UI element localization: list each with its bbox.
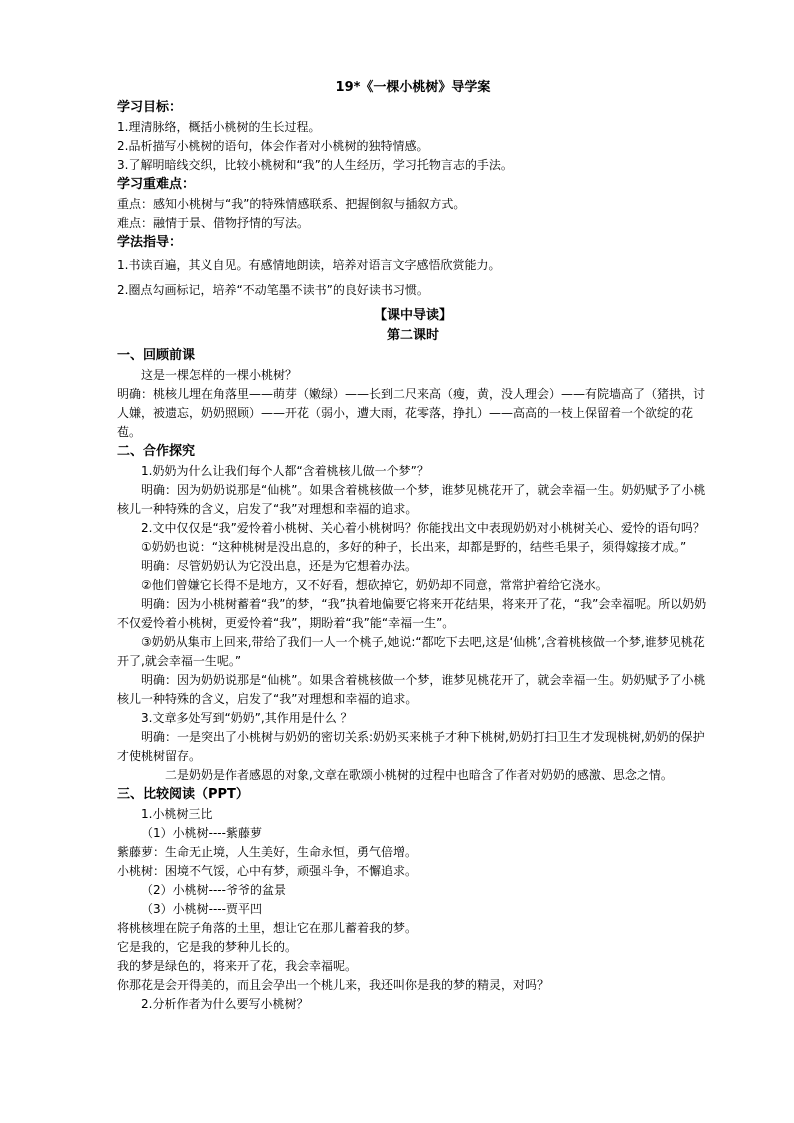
class-guide-heading: 【课中导读】 <box>373 308 452 323</box>
compare-paragraph: 我的梦是绿色的，将来开了花，我会幸福呢。 <box>117 959 358 973</box>
doc-title: 19*《一棵小桃树》导学案 <box>335 80 491 95</box>
key-points-heading: 学习重难点： <box>117 177 196 192</box>
goal-item: 2.品析描写小桃树的语句，体会作者对小桃树的独特情感。 <box>117 139 429 153</box>
inquiry-paragraph: 明确：因为奶奶说那是“仙桃”。如果含着桃核做一个梦，谁梦见桃花开了，就会幸福一生。奶奶赋予了小桃核儿一种特殊的含义，启发了“我”对理想和幸福的追求。 <box>117 673 706 706</box>
inquiry-paragraph: 3.文章多处写到“奶奶”,其作用是什么 ？ <box>141 711 353 725</box>
inquiry-paragraph: 1.奶奶为什么让我们每个人都“含着桃核儿做一个梦”？ <box>141 464 429 478</box>
method-item: 2.圈点勾画标记，培养“不动笔墨不读书”的良好读书习惯。 <box>117 283 429 297</box>
compare-paragraph: 紫藤萝：生命无止境，人生美好，生命永恒，勇气倍增。 <box>117 845 418 859</box>
inquiry-paragraph: ③奶奶从集市上回来,带给了我们一人一个桃子,她说:“都吃下去吧,这是‘仙桃’,含着桃核做一个梦,谁梦见桃花开了,就会幸福一生呢。” <box>117 635 705 668</box>
method-heading: 学法指导： <box>117 235 183 250</box>
section-review-heading: 一、回顾前课 <box>117 348 196 363</box>
compare-paragraph: 2.分析作者为什么要写小桃树？ <box>141 997 309 1011</box>
key-point-item: 难点：融情于景、借物抒情的写法。 <box>117 216 310 230</box>
lesson-heading: 第二课时 <box>386 328 439 343</box>
inquiry-paragraph: 2.文中仅仅是“我”爱怜着小桃树、关心着小桃树吗？你能找出文中表现奶奶对小桃树关心、爱怜的语句吗？ <box>141 521 705 535</box>
compare-content <box>117 805 709 1014</box>
inquiry-paragraph: 明确：一是突出了小桃树与奶奶的密切关系:奶奶买来桃子才种下桃树,奶奶打扫卫生才发现桃树,奶奶的保护才使桃树留存。 <box>117 730 705 763</box>
compare-paragraph: 1.小桃树三比 <box>141 807 213 821</box>
compare-paragraph: 它是我的，它是我的梦种儿长的。 <box>117 940 298 954</box>
inquiry-paragraph: ①奶奶也说：“这种桃树是没出息的，多好的种子，长出来，却都是野的，结些毛果子，须得嫁接才成。” <box>141 540 687 554</box>
inquiry-content <box>117 462 709 785</box>
goal-item: 1.理清脉络，概括小桃树的生长过程。 <box>117 120 321 134</box>
compare-paragraph: （3）小桃树----贾平凹 <box>141 902 262 916</box>
compare-paragraph: （2）小桃树----爷爷的盆景 <box>141 883 286 897</box>
inquiry-paragraph: 明确：因为奶奶说那是“仙桃”。如果含着桃核做一个梦，谁梦见桃花开了，就会幸福一生。奶奶赋予了小桃核儿一种特殊的含义，启发了“我”对理想和幸福的追求。 <box>117 483 706 516</box>
inquiry-paragraph: 二是奶奶是作者感恩的对象,文章在歌颂小桃树的过程中也暗含了作者对奶奶的感激、思念之情。 <box>165 768 673 782</box>
compare-paragraph: 你那花是会开得美的，而且会孕出一个桃儿来，我还叫你是我的梦的精灵，对吗？ <box>117 978 550 992</box>
inquiry-paragraph: 明确：尽管奶奶认为它没出息，还是为它想着办法。 <box>141 559 418 573</box>
compare-paragraph: （1）小桃树----紫藤萝 <box>141 826 262 840</box>
document-body <box>117 78 709 1014</box>
review-question: 这是一棵怎样的一棵小桃树？ <box>141 368 298 382</box>
key-point-item: 重点：感知小桃树与“我”的特殊情感联系、把握倒叙与插叙方式。 <box>117 197 466 211</box>
section-compare-heading: 三、比较阅读（PPT） <box>117 787 249 802</box>
method-item: 1.书读百遍，其义自见。有感情地朗读，培养对语言文字感悟欣赏能力。 <box>117 258 501 272</box>
section-inquiry-heading: 二、合作探究 <box>117 444 196 459</box>
review-answer: 明确：桃核儿埋在角落里——萌芽（嫩绿）——长到二尺来高（瘦，黄，没人理会）——有院墙高了（猪拱，讨人嫌，被遗忘，奶奶照顾）——开花（弱小，遭大雨，花零落，挣扎）——高高的一枝上保留着一个欲绽的花苞。 <box>117 387 706 439</box>
goals-heading: 学习目标： <box>117 100 183 115</box>
inquiry-paragraph: 明确：因为小桃树蓄着“我”的梦，“我”执着地偏要它将来开花结果，将来开了花，“我”会幸福呢。所以奶奶不仅爱怜着小桃树，更爱怜着“我”，期盼着“我”能“幸福一生”。 <box>117 597 707 630</box>
inquiry-paragraph: ②他们曾嫌它长得不是地方，又不好看，想砍掉它，奶奶却不同意，常常护着给它浇水。 <box>141 578 608 592</box>
goal-item: 3.了解明暗线交织，比较小桃树和“我”的人生经历，学习托物言志的手法。 <box>117 158 513 172</box>
compare-paragraph: 小桃树：困境不气馁，心中有梦，顽强斗争，不懈追求。 <box>117 864 418 878</box>
compare-paragraph: 将桃核埋在院子角落的土里，想让它在那儿蓄着我的梦。 <box>117 921 418 935</box>
